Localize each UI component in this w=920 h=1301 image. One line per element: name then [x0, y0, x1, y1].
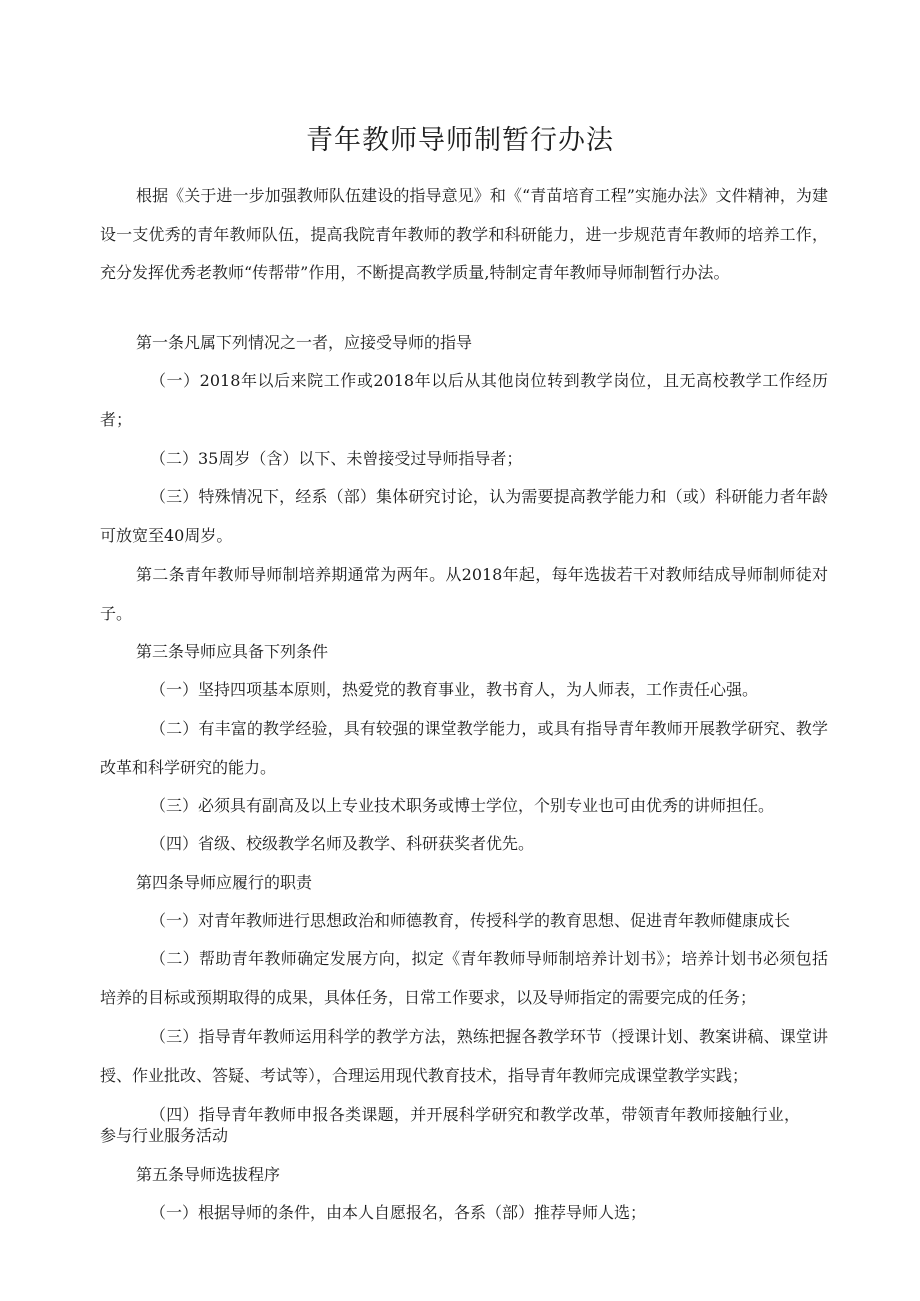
article-3-item-3: （三）必须具有副高及以上专业技术职务或博士学位，个别专业也可由优秀的讲师担任。 — [150, 796, 775, 815]
article-3-heading: 第三条导师应具备下列条件 — [136, 642, 329, 661]
article-5-item-1: （一）根据导师的条件，由本人自愿报名，各系（部）推荐导师人选； — [150, 1203, 647, 1222]
article-1-item-2: （二）35周岁（含）以下、未曾接受过导师指导者； — [150, 449, 523, 468]
article-4-heading: 第四条导师应履行的职责 — [136, 873, 313, 892]
article-1-heading: 第一条凡属下列情况之一者，应接受导师的指导 — [136, 333, 473, 352]
article-1-item-3: （三）特殊情况下，经系（部）集体研究讨论，认为需要提高教学能力和（或）科研能力者年龄可放宽至40周岁。 — [100, 487, 828, 545]
article-3-item-1: （一）坚持四项基本原则，热爱党的教育事业，教书育人，为人师表，工作责任心强。 — [150, 680, 759, 699]
article-5-heading: 第五条导师选拔程序 — [136, 1165, 281, 1184]
article-4-item-1: （一）对青年教师进行思想政治和师德教育，传授科学的教育思想、促进青年教师健康成长 — [150, 911, 791, 930]
article-3-item-4: （四）省级、校级教学名师及教学、科研获奖者优先。 — [150, 834, 535, 853]
article-3-item-2: （二）有丰富的教学经验，具有较强的课堂教学能力，或具有指导青年教师开展教学研究、教学改革和科学研究的能力。 — [100, 719, 828, 777]
intro-paragraph: 根据《关于进一步加强教师队伍建设的指导意见》和《“青苗培育工程”实施办法》文件精神，为建设一支优秀的青年教师队伍，提高我院青年教师的教学和科研能力，进一步规范青年教师的培养工作，充分发挥优秀老教师“传帮带”作用，不断提高教学质量,特制定青年教师导师制暂行办法。 — [100, 186, 828, 283]
article-4-item-2: （二）帮助青年教师确定发展方向，拟定《青年教师导师制培养计划书》；培养计划书必须包括培养的目标或预期取得的成果，具体任务，日常工作要求，以及导师指定的需要完成的任务； — [100, 949, 828, 1007]
article-1-item-1: （一）2018年以后来院工作或2018年以后从其他岗位转到教学岗位，且无高校教学工作经历者； — [100, 371, 828, 429]
article-4-item-3: （三）指导青年教师运用科学的教学方法，熟练把握各教学环节（授课计划、教案讲稿、课堂讲授、作业批改、答疑、考试等），合理运用现代教育技术，指导青年教师完成课堂教学实践； — [100, 1027, 828, 1085]
document-title: 青年教师导师制暂行办法 — [306, 125, 614, 157]
article-4-item-4: （四）指导青年教师申报各类课题，并开展科学研究和教学改革，带领青年教师接触行业，参与行业服务活动 — [100, 1105, 800, 1145]
article-2-heading: 第二条青年教师导师制培养期通常为两年。从2018年起，每年选拔若干对教师结成导师制师徒对子。 — [100, 565, 828, 623]
